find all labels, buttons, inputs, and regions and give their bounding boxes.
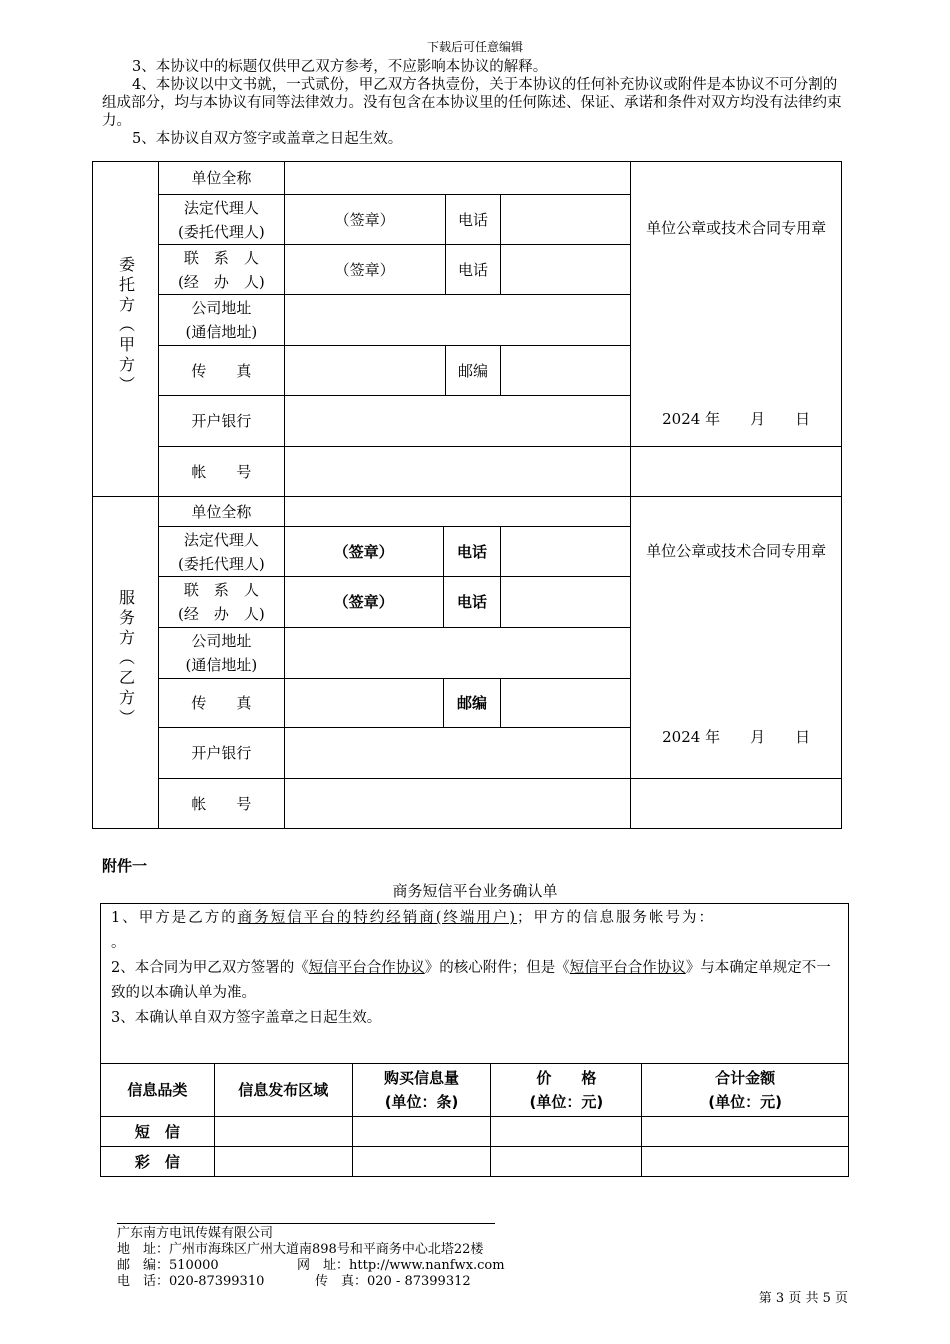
zip-label: 邮编: [445, 346, 501, 396]
clause-3: 3、本协议中的标题仅供甲乙双方参考，不应影响本协议的解释。: [132, 59, 548, 75]
footer-address: 地 址：广州市海珠区广州大道南898号和平商务中心北塔22楼: [117, 1242, 484, 1257]
phone-field[interactable]: [501, 527, 631, 577]
cell-quantity[interactable]: [352, 1117, 491, 1147]
unit-name-label: 单位全称: [158, 162, 284, 195]
account-label: 帐 号: [158, 447, 284, 497]
cell-region[interactable]: [214, 1147, 352, 1177]
term-2: 2、本合同为甲乙双方签署的《短信平台合作协议》的核心附件；但是《短信平台合作协议》与本确定单规定不一致的以本确认单为准。: [111, 960, 831, 1001]
cell-region[interactable]: [214, 1117, 352, 1147]
bank-label: 开户银行: [158, 728, 284, 779]
party-a-table: [92, 161, 842, 497]
phone-label: 电话: [445, 245, 501, 295]
phone-label: 电话: [445, 195, 501, 245]
cell-price[interactable]: [491, 1117, 642, 1147]
phone-field[interactable]: [501, 577, 631, 628]
address-field[interactable]: [284, 628, 630, 679]
cell-quantity[interactable]: [352, 1147, 491, 1177]
footer-web[interactable]: 网 址：http://www.nanfwx.com: [297, 1258, 505, 1273]
party-a-side: 委托方（甲方）: [93, 162, 159, 497]
footer-tel: 电 话：020-87399310: [117, 1274, 265, 1289]
col-quantity: 购买信息量 (单位：条): [352, 1064, 491, 1117]
unit-name-label: 单位全称: [158, 497, 284, 527]
legal-rep-label: 法定代理人 (委托代理人): [158, 527, 284, 577]
term-1: 1、甲方是乙方的商务短信平台的特约经销商(终端用户)；甲方的信息服务帐号为：: [111, 910, 716, 926]
cell-total[interactable]: [642, 1117, 849, 1147]
attachment-terms: [100, 903, 849, 1063]
party-b-table: [92, 496, 842, 829]
clause-4: 4、本协议以中文书就，一式贰份，甲乙双方各执壹份，关于本协议的任何补充协议或附件是本协议不可分割的组成部分，均与本协议有同等法律效力。没有包含在本协议里的任何陈述、保证、承诺和条件对双方均没有法律约束力。: [102, 77, 842, 129]
page-number: 第 3 页 共 5 页: [758, 1291, 848, 1306]
col-price: 价 格 (单位：元): [491, 1064, 642, 1117]
legal-rep-label: 法定代理人 (委托代理人): [158, 195, 284, 245]
footer-divider: [117, 1223, 495, 1224]
contact-sign[interactable]: （签章）: [284, 245, 445, 295]
contact-sign[interactable]: （签章）: [284, 577, 443, 628]
account-field[interactable]: [284, 779, 630, 829]
seal-date: 2024 年 月 日: [631, 779, 842, 829]
confirmation-table: [100, 1063, 849, 1177]
unit-name-field[interactable]: [284, 162, 630, 195]
address-field[interactable]: [284, 295, 630, 346]
bank-field[interactable]: [284, 728, 630, 779]
zip-field[interactable]: [501, 679, 631, 728]
footer-zip: 邮 编：510000: [117, 1258, 219, 1273]
fax-label: 传 真: [158, 679, 284, 728]
phone-field[interactable]: [501, 195, 631, 245]
col-total: 合计金额 (单位：元): [642, 1064, 849, 1117]
term-1-end: 。: [111, 935, 126, 951]
row-mms: 彩 信: [101, 1147, 215, 1177]
seal-area: 单位公章或技术合同专用章: [631, 162, 842, 447]
legal-rep-sign[interactable]: （签章）: [284, 195, 445, 245]
attachment-title: 商务短信平台业务确认单: [392, 882, 558, 900]
col-category: 信息品类: [101, 1064, 215, 1117]
footer-company: 广东南方电讯传媒有限公司: [117, 1226, 274, 1241]
clause-5: 5、本协议自双方签字或盖章之日起生效。: [132, 131, 403, 147]
fax-label: 传 真: [158, 346, 284, 396]
phone-label: 电话: [443, 527, 501, 577]
address-label: 公司地址 (通信地址): [158, 295, 284, 346]
footer-fax: 传 真：020 - 87399312: [315, 1274, 471, 1289]
term-3: 3、本确认单自双方签字盖章之日起生效。: [111, 1010, 382, 1026]
row-sms: 短 信: [101, 1117, 215, 1147]
contact-label: 联 系 人 (经 办 人): [158, 245, 284, 295]
account-label: 帐 号: [158, 779, 284, 829]
address-label: 公司地址 (通信地址): [158, 628, 284, 679]
cell-price[interactable]: [491, 1147, 642, 1177]
unit-name-field[interactable]: [284, 497, 630, 527]
page-header: 下载后可任意编辑: [426, 40, 523, 54]
cell-total[interactable]: [642, 1147, 849, 1177]
zip-label: 邮编: [443, 679, 501, 728]
zip-field[interactable]: [501, 346, 631, 396]
phone-field[interactable]: [501, 245, 631, 295]
legal-rep-sign[interactable]: （签章）: [284, 527, 443, 577]
attachment-label: 附件一: [102, 857, 148, 875]
bank-label: 开户银行: [158, 396, 284, 447]
bank-field[interactable]: [284, 396, 630, 447]
contact-label: 联 系 人 (经 办 人): [158, 577, 284, 628]
seal-date: 2024 年 月 日: [631, 447, 842, 497]
account-field[interactable]: [284, 447, 630, 497]
col-region: 信息发布区域: [214, 1064, 352, 1117]
party-b-side: 服务方（乙方）: [93, 497, 159, 829]
fax-field[interactable]: [284, 679, 443, 728]
phone-label: 电话: [443, 577, 501, 628]
seal-area: 单位公章或技术合同专用章: [631, 497, 842, 779]
fax-field[interactable]: [284, 346, 445, 396]
